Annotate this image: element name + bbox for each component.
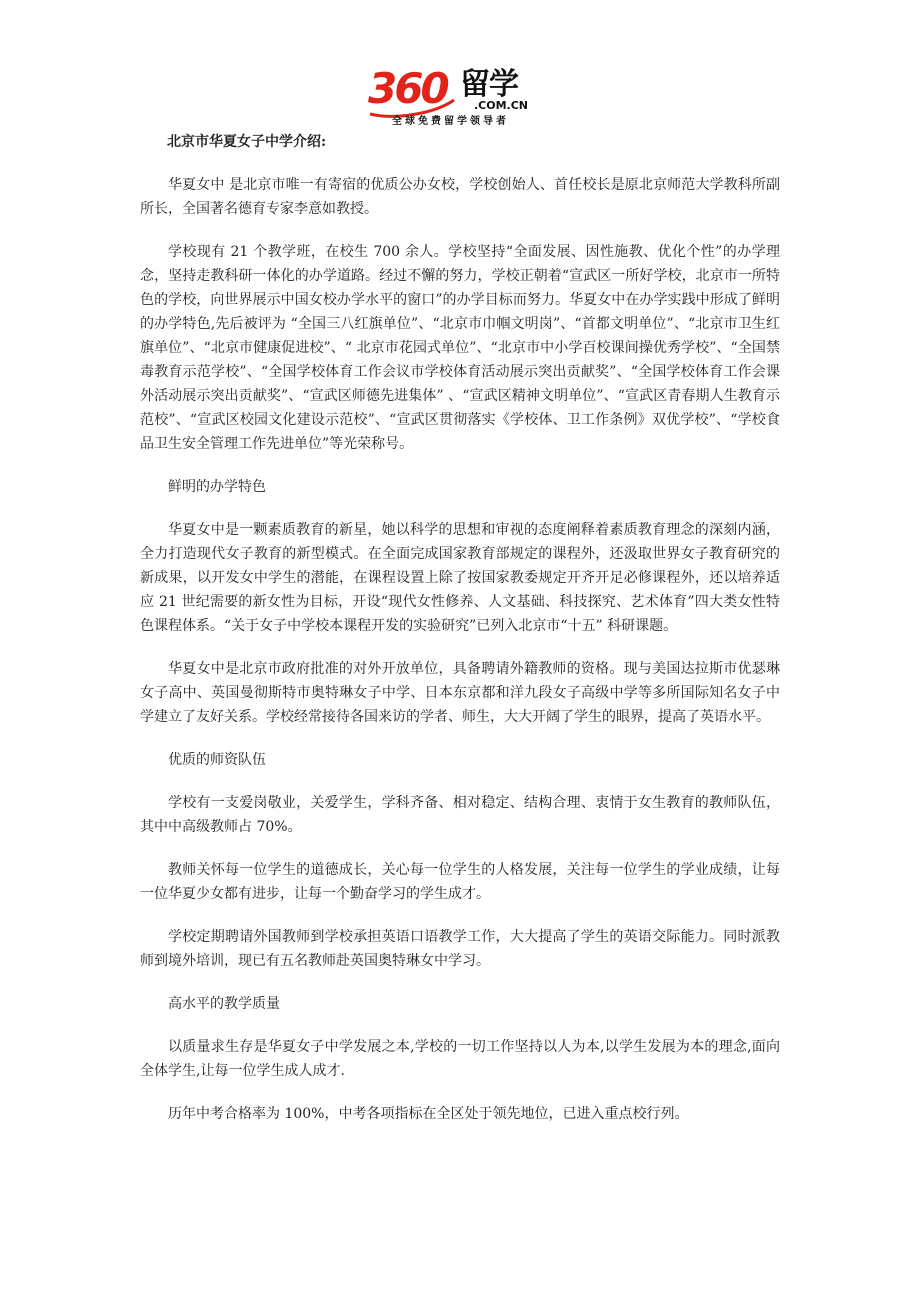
paragraph-teachers: 学校有一支爱岗敬业，关爱学生，学科齐备、相对稳定、结构合理、衷情于女生教育的教师队伍，其中中高级教师占 70%。 xyxy=(140,795,780,835)
paragraph-overview: 学校现有 21 个教学班，在校生 700 余人。学校坚持“全面发展、因性施教、优化个性”的办学理念，坚持走教科研一体化的办学道路。经过不懈的努力，学校正朝着“宣武区一所好学校，北京市一所特色的学校，向世界展示中国女校办学水平的窗口”的办学目标而努力。华夏女中在办学实践中形成了鲜明的办学特色,先后被评为 “全国三八红旗单位”、“北京市巾帼文明岗”、“首都文明单位”、“北京市卫生红旗单位”、“北京市健康促进校”、“ 北京市花园式单位”、“北京市中小学百校课间操优秀学校”、“全国禁毒教育示范学校”、“全国学校体育工作会议市学校体育活动展示突出贡献奖”、“全国学校体育工作会课外活动展示突出贡献奖”、“宣武区师德先进集体” 、“宣武区精神文明单位”、“宣武区青春期人生教育示范校”、“宣武区校园文化建设示范校”、“宣武区贯彻落实《学校体、卫工作条例》双优学校”、“学校食品卫生安全管理工作先进单位”等光荣称号。 xyxy=(140,244,780,452)
paragraph-intro: 华夏女中 是北京市唯一有寄宿的优质公办女校，学校创始人、首任校长是原北京师范大学教科所副所长，全国著名德育专家李意如教授。 xyxy=(140,177,780,217)
section-heading-teachers: 优质的师资队伍 xyxy=(168,752,266,768)
section-heading-features: 鲜明的办学特色 xyxy=(168,479,266,495)
paragraph-international: 华夏女中是北京市政府批准的对外开放单位，具备聘请外籍教师的资格。现与美国达拉斯市优瑟琳女子高中、英国曼彻斯特市奥特琳女子中学、日本东京都和洋九段女子高级中学等多所国际知名女子中学建立了友好关系。学校经常接待各国来访的学者、师生，大大开阔了学生的眼界，提高了英语水平。 xyxy=(140,661,780,725)
document-title: 北京市华夏女子中学介绍: xyxy=(167,134,327,150)
document-body xyxy=(140,130,780,1145)
paragraph-features: 华夏女中是一颗素质教育的新星，她以科学的思想和审视的态度阐释着素质教育理念的深刻内涵，全力打造现代女子教育的新型模式。在全面完成国家教育部规定的课程外，还汲取世界女子教育研究的新成果，以开发女中学生的潜能，在课程设置上除了按国家教委规定开齐开足必修课程外，还以培养适应 21 世纪需要的新女性为目标，开设“现代女性修养、人文基础、科技探究、艺术体育”四大类女性特色课程体系。“关于女子中学校本课程开发的实验研究”已列入北京市“十五” 科研课题。 xyxy=(140,522,780,634)
paragraph-foreign-teachers: 学校定期聘请外国教师到学校承担英语口语教学工作，大大提高了学生的英语交际能力。同时派教师到境外培训，现已有五名教师赴英国奥特琳女中学习。 xyxy=(140,929,780,969)
logo-digits: 360 xyxy=(368,64,447,113)
paragraph-quality: 以质量求生存是华夏女子中学发展之本,学校的一切工作坚持以人为本,以学生发展为本的理念,面向全体学生,让每一位学生成人成才. xyxy=(140,1039,780,1079)
logo-domain: .COM.CN xyxy=(474,99,529,112)
brand-logo xyxy=(364,66,544,132)
logo-name: 留学 xyxy=(460,67,518,102)
section-heading-quality: 高水平的教学质量 xyxy=(168,996,280,1012)
paragraph-results: 历年中考合格率为 100%，中考各项指标在全区处于领先地位，已进入重点校行列。 xyxy=(168,1106,689,1122)
paragraph-care: 教师关怀每一位学生的道德成长，关心每一位学生的人格发展，关注每一位学生的学业成绩，让每一位华夏少女都有进步，让每一个勤奋学习的学生成才。 xyxy=(140,862,780,902)
logo-slogan: 全球免费留学领导者 xyxy=(392,116,509,127)
